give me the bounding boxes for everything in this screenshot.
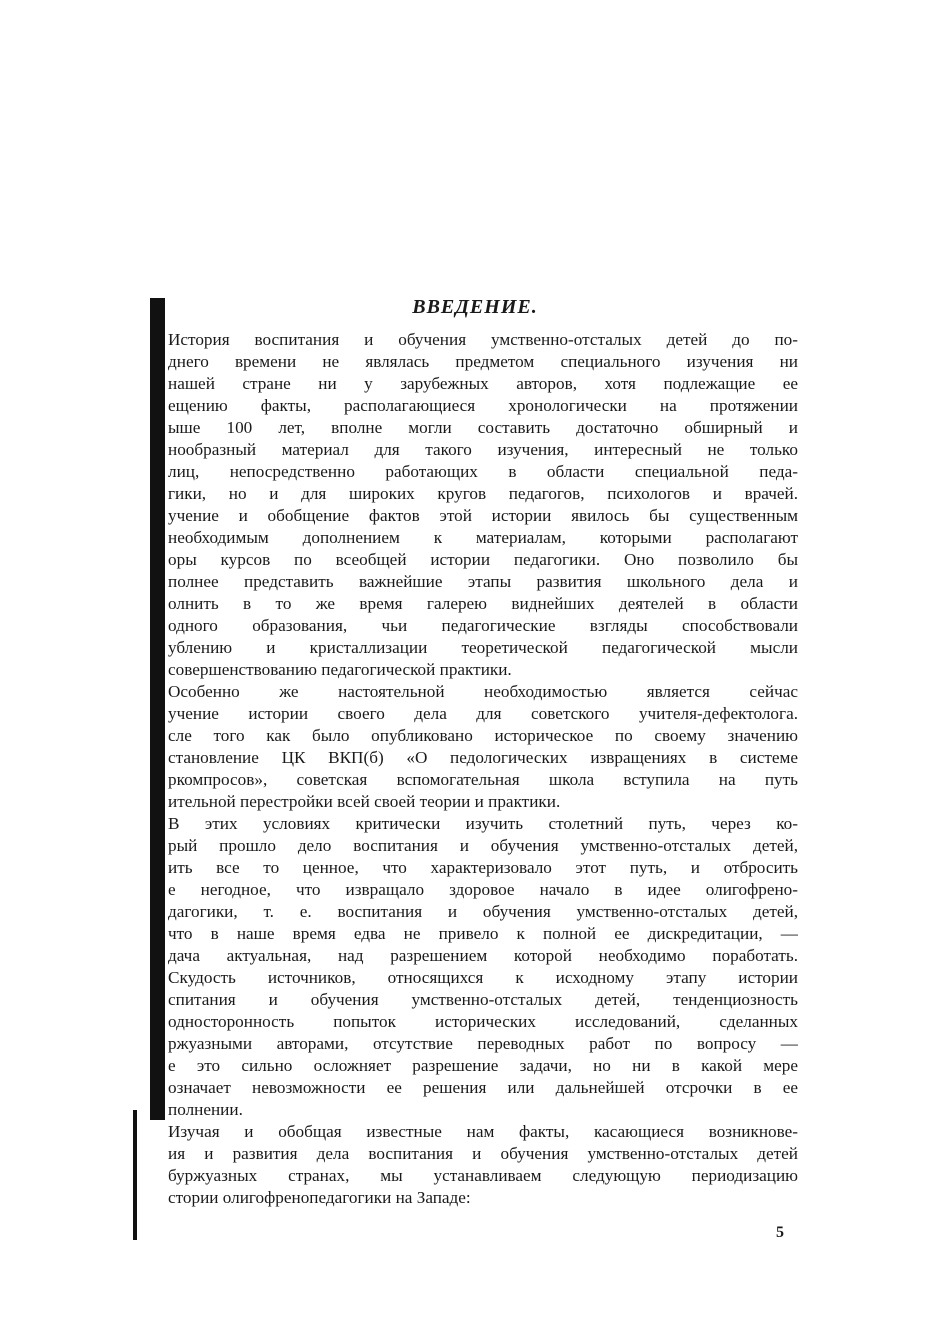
text-line: учение истории своего дела для советского учителя-дефектолога.: [168, 704, 798, 723]
text-line: что в наше время едва не привело к полной ее дискредитации, —: [168, 924, 798, 943]
text-line: буржуазных странах, мы устанавливаем следующую периодизацию: [168, 1166, 798, 1185]
text-line: ыше 100 лет, вполне могли составить достаточно обширный и: [168, 418, 798, 437]
text-line: становление ЦК ВКП(б) «О педологических извращениях в системе: [168, 748, 798, 767]
text-line: полнении.: [168, 1100, 243, 1119]
text-line: рый прошло дело воспитания и обучения умственно-отсталых детей,: [168, 836, 798, 855]
binding-shadow-lower: [133, 1110, 137, 1240]
text-line: Скудость источников, относящихся к исходному этапу истории: [168, 968, 798, 987]
text-line: ркомпросов», советская вспомогательная школа вступила на путь: [168, 770, 798, 789]
text-line: ржуазными авторами, отсутствие переводных работ по вопросу —: [168, 1034, 798, 1053]
text-line: В этих условиях критически изучить столетний путь, через ко-: [168, 814, 798, 833]
text-line: лиц, непосредственно работающих в области специальной педа-: [168, 462, 798, 481]
text-line: необходимым дополнением к материалам, которыми располагают: [168, 528, 798, 547]
text-line: означает невозможности ее решения или дальнейшей отсрочки в ее: [168, 1078, 798, 1097]
text-line: дагогики, т. е. воспитания и обучения умственно-отсталых детей,: [168, 902, 798, 921]
text-line: совершенствованию педагогической практики.: [168, 660, 512, 679]
text-line: одного образования, чьи педагогические взгляды способствовали: [168, 616, 798, 635]
text-line: Особенно же настоятельной необходимостью является сейчас: [168, 682, 798, 701]
text-line: нообразный материал для такого изучения, интересный не только: [168, 440, 798, 459]
text-line: гики, но и для широких кругов педагогов, психологов и врачей.: [168, 484, 798, 503]
text-line: нашей стране ни у зарубежных авторов, хотя подлежащие ее: [168, 374, 798, 393]
text-line: Изучая и обобщая известные нам факты, касающиеся возникнове-: [168, 1122, 798, 1141]
text-line: ия и развития дела воспитания и обучения умственно-отсталых детей: [168, 1144, 798, 1163]
text-line: учение и обобщение фактов этой истории явилось бы существенным: [168, 506, 798, 525]
text-line: История воспитания и обучения умственно-отсталых детей до по-: [168, 330, 798, 349]
chapter-title: ВВЕДЕНИЕ.: [412, 296, 538, 318]
text-line: е это сильно осложняет разрешение задачи, но ни в какой мере: [168, 1056, 798, 1075]
text-line: е негодное, что извращало здоровое начало в идее олигофрено-: [168, 880, 798, 899]
text-line: олнить в то же время галерею виднейших деятелей в области: [168, 594, 798, 613]
text-line: дача актуальная, над разрешением которой необходимо поработать.: [168, 946, 798, 965]
text-line: днего времени не являлась предметом специального изучения ни: [168, 352, 798, 371]
text-line: ублению и кристаллизации теоретической педагогической мысли: [168, 638, 798, 657]
page-number: 5: [776, 1224, 784, 1241]
text-line: односторонность попыток исторических исследований, сделанных: [168, 1012, 798, 1031]
text-line: оры курсов по всеобщей истории педагогики. Оно позволило бы: [168, 550, 798, 569]
text-line: ещению факты, располагающиеся хронологически на протяжении: [168, 396, 798, 415]
text-line: спитания и обучения умственно-отсталых детей, тенденциозность: [168, 990, 798, 1009]
binding-shadow: [150, 298, 165, 1120]
text-line: сле того как было опубликовано историческое по своему значению: [168, 726, 798, 745]
text-line: ить все то ценное, что характеризовало этот путь, и отбросить: [168, 858, 798, 877]
text-line: полнее представить важнейшие этапы развития школьного дела и: [168, 572, 798, 591]
text-line: ительной перестройки всей своей теории и практики.: [168, 792, 561, 811]
body-text: [168, 329, 798, 1209]
text-line: стории олигофренопедагогики на Западе:: [168, 1188, 471, 1207]
